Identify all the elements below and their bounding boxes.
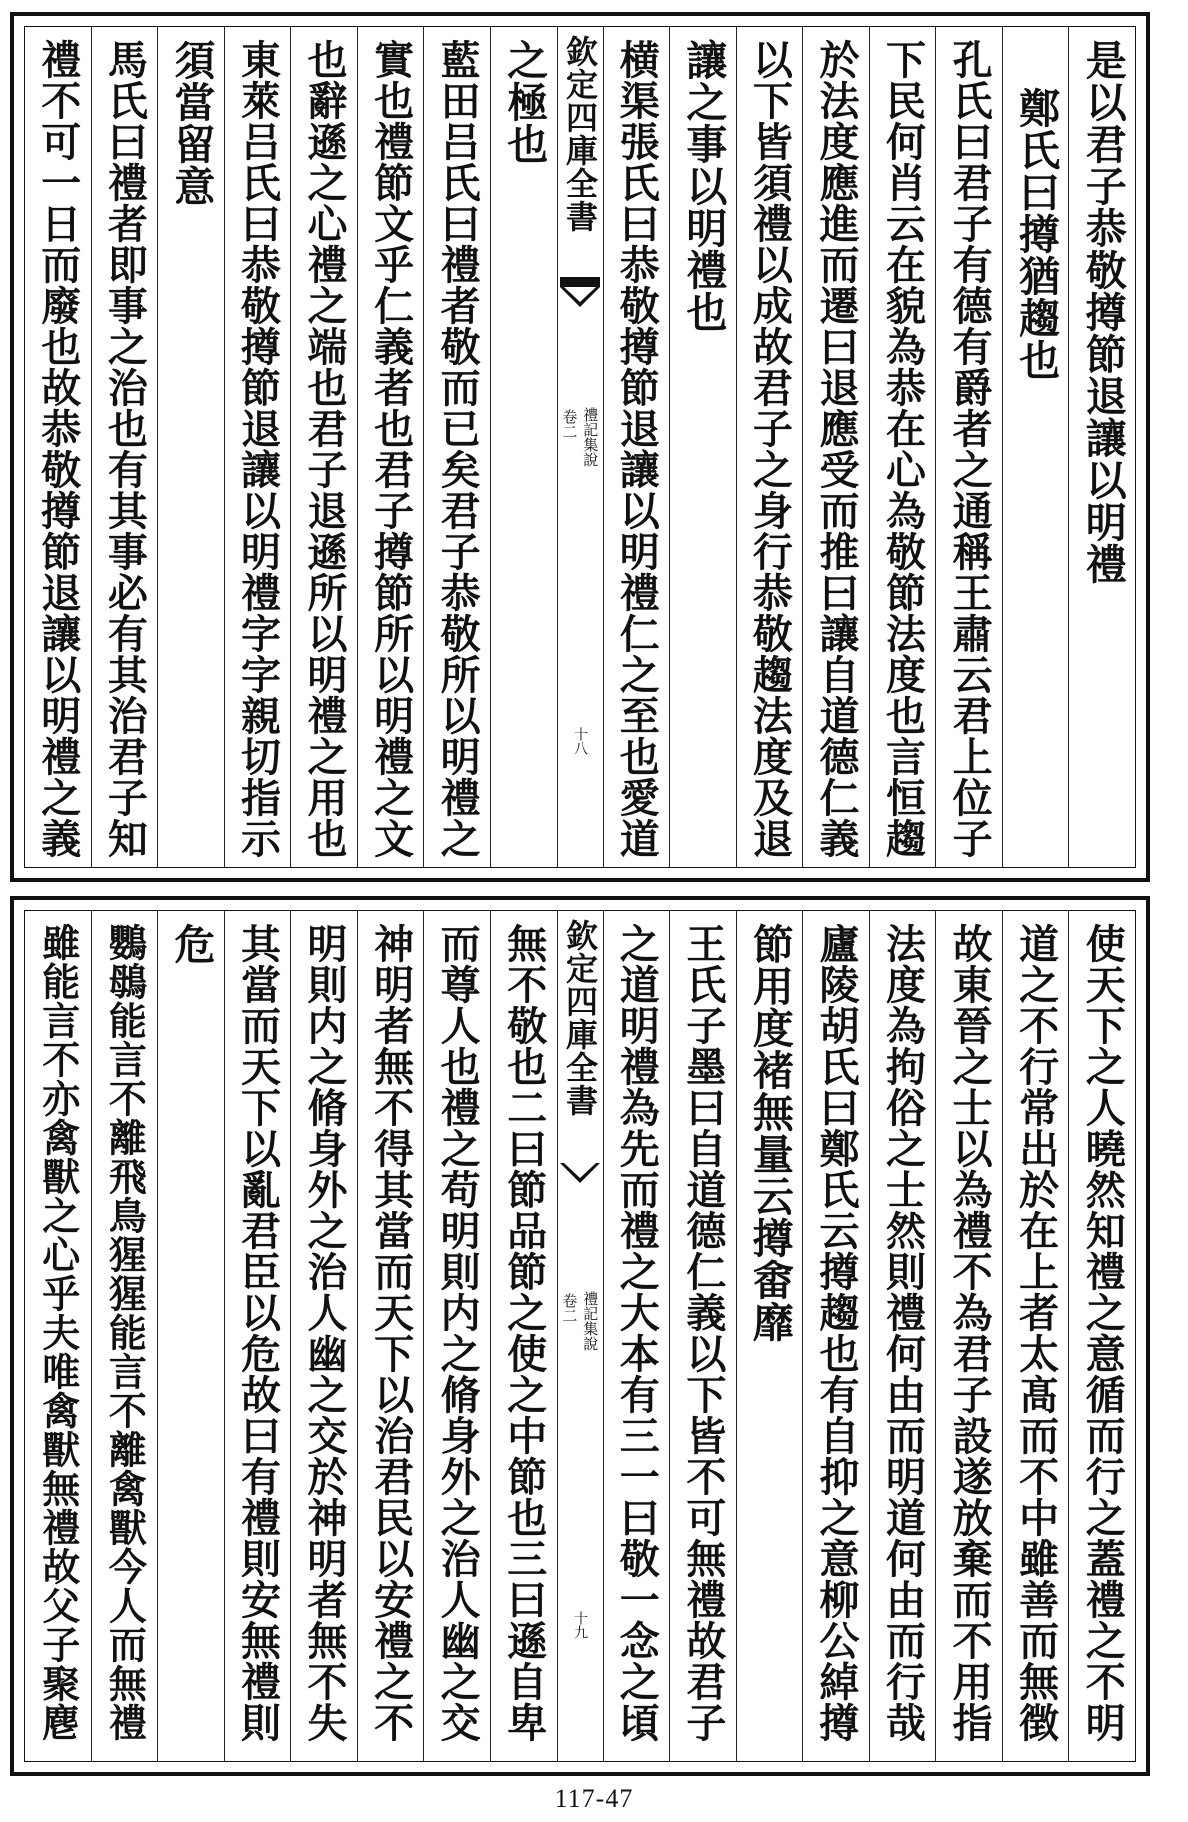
text-column: 法度為拘俗之士然則禮何由而明道何由而行哉 (869, 911, 936, 1761)
text-column: 而尊人也禮之苟明則内之脩身外之治人幽之交 (423, 911, 490, 1761)
text-column: 於法度應進而遷曰退應受而推曰讓自道德仁義 (802, 27, 869, 867)
text-column: 明則内之脩身外之治人幽之交於神明者無不失 (290, 911, 357, 1761)
folio-number: 十八 (572, 727, 588, 755)
text-column: 下民何肖云在貌為恭在心為敬節法度也言恒趨 (869, 27, 936, 867)
text-column: 鸚䳇能言不離飛鳥猩猩能言不離禽獸今人而無禮 (91, 911, 158, 1761)
bottom-text-columns (25, 911, 1135, 1761)
bottom-page-frame (24, 910, 1136, 1762)
text-column: 危 (157, 911, 224, 1761)
fishtail-mark-icon (560, 1161, 600, 1195)
volume-label: 卷二 (560, 409, 579, 439)
center-spine (557, 27, 603, 867)
top-text-columns (25, 27, 1135, 867)
text-column: 之道明禮為先而禮之大本有三一曰敬一念之頃 (603, 911, 670, 1761)
series-title: 欽定四庫全書 (561, 919, 599, 1117)
text-column: 禮不可一日而廢也故恭敬撙節退讓以明禮之義 (34, 39, 82, 859)
text-column: 神明者無不得其當而天下以治君民以安禮之不 (357, 911, 424, 1761)
text-column: 使天下之人曉然知禮之意循而行之蓋禮之不明 (1068, 911, 1135, 1761)
fishtail-mark-icon (560, 277, 600, 311)
book-title: 禮記集說 (581, 1291, 600, 1351)
text-column: 横渠張氏曰恭敬撙節退讓以明禮仁之至也愛道 (603, 27, 670, 867)
text-column: 雖能言不亦禽獸之心乎夫唯禽獸無禮故父子聚麀 (35, 923, 81, 1742)
text-column: 實也禮節文乎仁義者也君子撙節所以明禮之文 (357, 27, 424, 867)
text-column: 廬陵胡氏曰鄭氏云撙趨也有自抑之意柳公綽撙 (802, 911, 869, 1761)
text-column: 其當而天下以亂君臣以危故曰有禮則安無禮則 (224, 911, 291, 1761)
page-number: 117-47 (554, 1784, 634, 1813)
text-column: 孔氏曰君子有德有爵者之通稱王肅云君上位子 (935, 27, 1002, 867)
text-column: 須當留意 (157, 27, 224, 867)
top-page-panel (10, 12, 1150, 882)
text-column: 以下皆須禮以成故君子之身行恭敬趨法度及退 (736, 27, 803, 867)
text-column: 藍田吕氏曰禮者敬而已矣君子恭敬所以明禮之 (423, 27, 490, 867)
book-title: 禮記集說 (581, 407, 600, 467)
text-column: 也辭遜之心禮之端也君子退遜所以明禮之用也 (290, 27, 357, 867)
text-column: 是以君子恭敬撙節退讓以明禮 (1068, 27, 1135, 867)
text-column: 馬氏曰禮者即事之治也有其事必有其治君子知 (91, 27, 158, 867)
text-column: 之極也 (490, 27, 557, 867)
text-column: 無不敬也二曰節品節之使之中節也三曰遜自卑 (490, 911, 557, 1761)
volume-label: 卷二 (560, 1293, 579, 1323)
folio-number: 十九 (572, 1611, 588, 1639)
text-column: 讓之事以明禮也 (669, 27, 736, 867)
center-spine (557, 911, 603, 1761)
text-column: 故東晉之士以為禮不為君子設遂放棄而不用指 (935, 911, 1002, 1761)
text-column: 鄭氏曰撙猶趨也 (1002, 27, 1069, 867)
top-page-frame (24, 26, 1136, 868)
text-column: 節用度褚無量云撙畬靡 (736, 911, 803, 1761)
text-column: 道之不行常出於在上者太髙而不中雖善而無徴 (1002, 911, 1069, 1761)
bottom-page-panel (10, 896, 1150, 1776)
series-title: 欽定四庫全書 (561, 35, 599, 233)
text-column: 王氏子墨曰自道德仁義以下皆不可無禮故君子 (669, 911, 736, 1761)
text-column: 東萊吕氏曰恭敬撙節退讓以明禮字字親切指示 (224, 27, 291, 867)
